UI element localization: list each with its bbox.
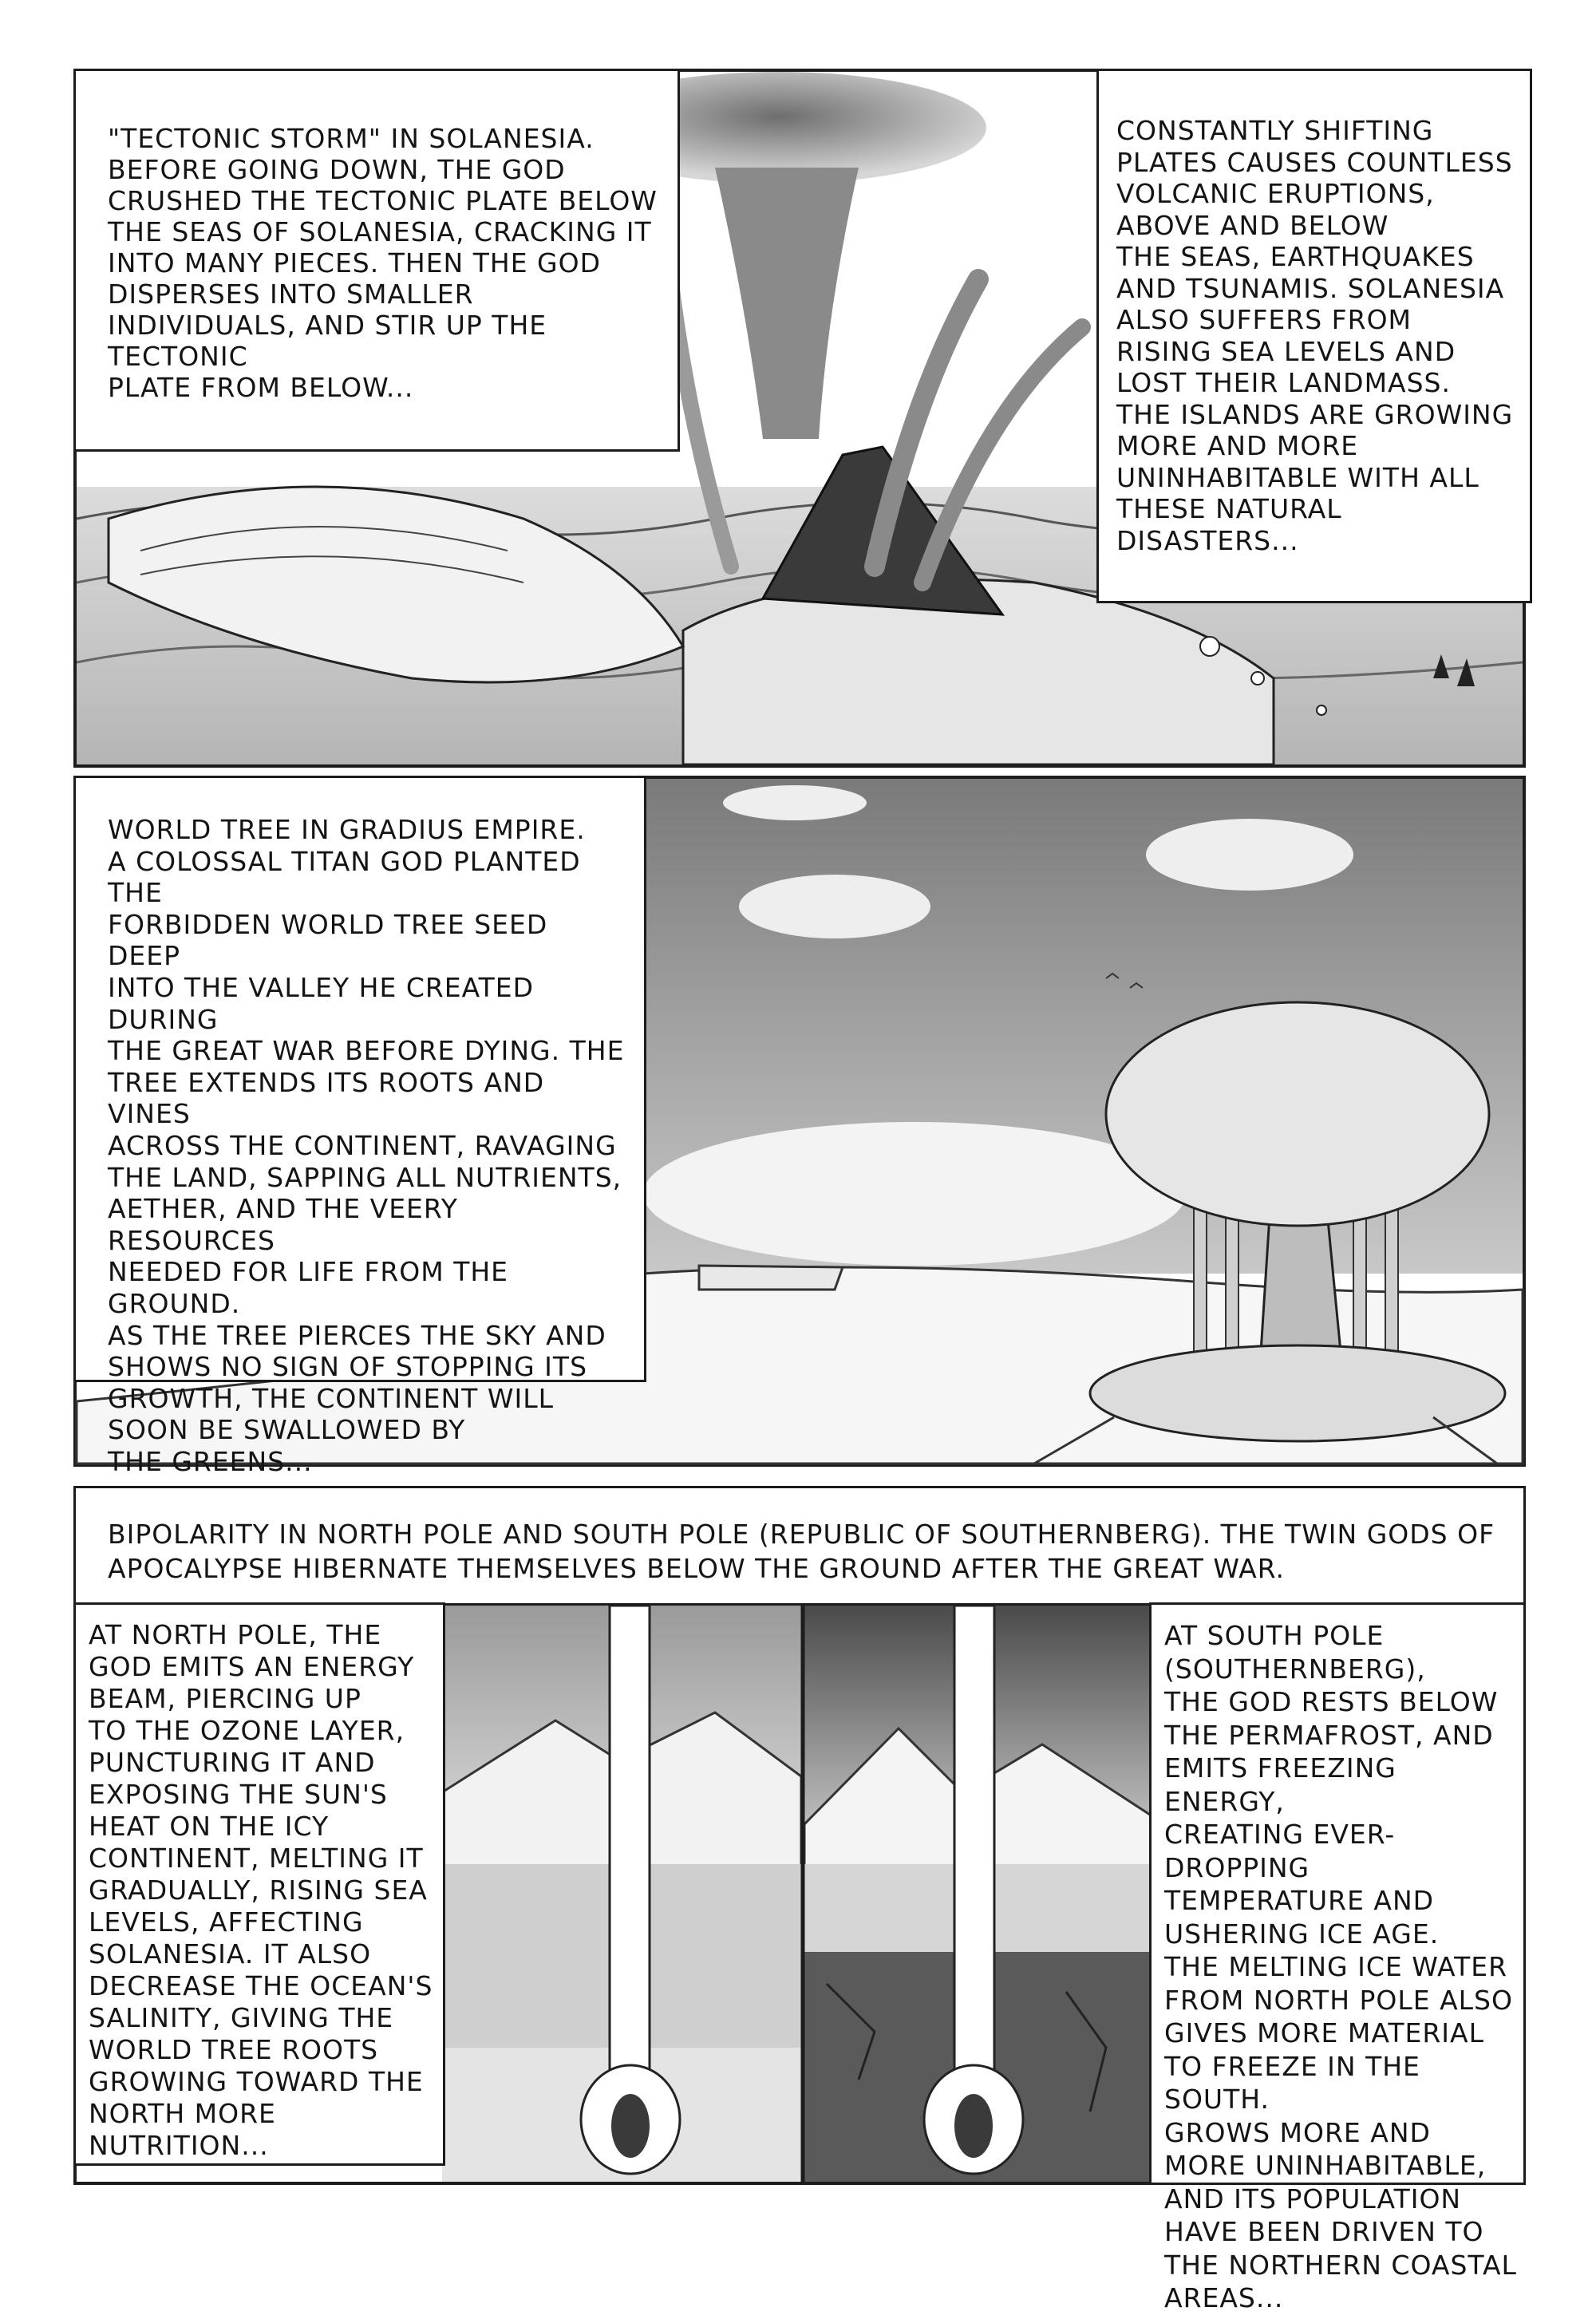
tree-base-foliage bbox=[1090, 1345, 1505, 1441]
south-energy-shaft bbox=[954, 1606, 994, 2132]
north-energy-beam bbox=[610, 1606, 650, 2132]
world-tree-canopy bbox=[1106, 1002, 1489, 1226]
caption-south-pole: AT SOUTH POLE (SOUTHERNBERG), THE GOD RESTS BELOW THE PERMAFROST, AND EMITS FREEZING ENERGY, CREATING EVER-DROPPING TEMPERATURE AND USHERING ICE AGE. THE MELTING ICE WATER FROM NORTH POLE ALSO GIVES MORE MATERIAL TO FREEZE IN THE SOUTH. GROWS MORE AND MORE UNINHABITABLE, AND ITS POPULATION HAVE BEEN DRIVEN TO THE NORTHERN COASTAL AREAS... bbox=[1149, 1602, 1526, 2185]
cloud bbox=[723, 785, 867, 820]
caption-bipolarity-header: BIPOLARITY IN NORTH POLE AND SOUTH POLE (REPUBLIC OF SOUTHERNBERG). THE TWIN GODS OF APOCALYPSE HIBERNATE THEMSELVES BELOW THE GROUND AFTER THE GREAT WAR. bbox=[73, 1486, 1526, 1606]
cloud-bank bbox=[643, 1122, 1186, 1266]
panel-world-tree bbox=[73, 776, 1526, 1477]
cloud bbox=[1146, 819, 1353, 891]
caption-world-tree: WORLD TREE IN GRADIUS EMPIRE. A COLOSSAL TITAN GOD PLANTED THE FORBIDDEN WORLD TREE SEED DEEP INTO THE VALLEY HE CREATED DURING THE GREAT WAR BEFORE DYING. THE TREE EXTENDS ITS ROOTS AND VINES ACROSS THE CONTINENT, RAVAGING THE LAND, SAPPING ALL NUTRIENTS, AETHER, AND THE VEERY RESOURCES NEEDED FOR LIFE FROM THE GROUND. AS THE TREE PIERCES THE SKY AND SHOWS NO SIGN OF STOPPING ITS GROWTH, THE CONTINENT WILL SOON BE SWALLOWED BY THE GREENS... bbox=[73, 776, 646, 1382]
panel-tectonic-storm bbox=[73, 69, 1526, 768]
smoke-column bbox=[715, 168, 859, 439]
north-hibernating-god bbox=[611, 2094, 650, 2158]
caption-tectonic-storm-intro: "TECTONIC STORM" IN SOLANESIA. BEFORE GOING DOWN, THE GOD CRUSHED THE TECTONIC PLATE BELOW THE SEAS OF SOLANESIA, CRACKING IT INTO MANY PIECES. THEN THE GOD DISPERSES INTO SMALLER INDIVIDUALS, AND STIR UP THE TECTONIC PLATE FROM BELOW... bbox=[73, 69, 680, 452]
caption-tectonic-storm-effects: CONSTANTLY SHIFTING PLATES CAUSES COUNTLESS VOLCANIC ERUPTIONS, ABOVE AND BELOW THE SEAS, EARTHQUAKES AND TSUNAMIS. SOLANESIA ALSO SUFFERS FROM RISING SEA LEVELS AND LOST THEIR LANDMASS. THE ISLANDS ARE GROWING MORE AND MORE UNINHABITABLE WITH ALL THESE NATURAL DISASTERS... bbox=[1096, 69, 1532, 603]
south-hibernating-god bbox=[954, 2094, 993, 2158]
caption-north-pole: AT NORTH POLE, THE GOD EMITS AN ENERGY BEAM, PIERCING UP TO THE OZONE LAYER, PUNCTURING IT AND EXPOSING THE SUN'S HEAT ON THE ICY CONTINENT, MELTING IT GRADUALLY, RISING SEA LEVELS, AFFECTING SOLANESIA. IT ALSO DECREASE THE OCEAN'S SALINITY, GIVING THE WORLD TREE ROOTS GROWING TOWARD THE NORTH MORE NUTRITION... bbox=[73, 1602, 445, 2166]
panel-bipolarity bbox=[73, 1486, 1526, 2313]
cloud bbox=[739, 875, 930, 938]
